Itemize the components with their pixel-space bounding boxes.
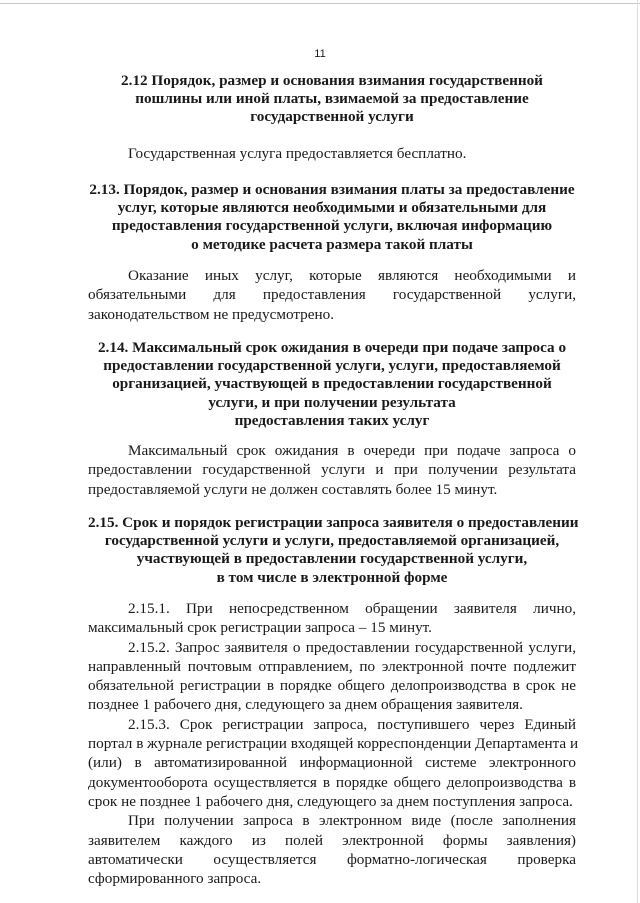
paragraph-line: предоставлении государственной услуги и при получении результата [88, 461, 576, 479]
section-2-15-body [88, 599, 579, 888]
section-2-13-heading [88, 181, 576, 254]
scan-edge-top [0, 3, 640, 4]
paragraph-line: обязательной регистрации в порядке общего делопроизводства в срок не [88, 677, 576, 695]
paragraph-line: обязательными для предоставления государственной услуги, [88, 286, 576, 304]
heading-line: услуг, которые являются необходимыми и обязательными для [117, 199, 547, 217]
paragraph-line: портал в журнале регистрации входящей корреспонденции Департамента и [88, 735, 579, 753]
heading-line: государственной услуги и услуги, предоставляемой организацией, [104, 532, 560, 550]
paragraph-line: Оказание иных услуг, которые являются необходимыми и [128, 267, 576, 284]
section-2-15-heading [88, 514, 579, 587]
heading-line: пошлины или иной платы, взимаемой за предоставление [135, 90, 529, 108]
heading-line: 2.14. Максимальный срок ожидания в очереди при подаче запроса о [97, 339, 567, 356]
paragraph-line: документооборота осуществляется в порядке общего делопроизводства в [88, 773, 576, 791]
heading-line: государственной услуги [250, 108, 414, 126]
section-2-14-heading [88, 339, 576, 430]
section-2-13-body [88, 266, 576, 324]
scan-edge-right [637, 0, 638, 903]
paragraph-line: максимальный срок регистрации запроса – 15 минут. [88, 619, 432, 637]
paragraph-line: срок не позднее 1 рабочего дня, следующего за днем поступления запроса. [88, 792, 573, 810]
heading-line: в том числе в электронной форме [216, 568, 448, 586]
heading-line: предоставлении государственной услуги, услуги, предоставляемой [103, 357, 561, 375]
paragraph-line: Государственная услуга предоставляется бесплатно. [128, 145, 467, 162]
heading-line: предоставления государственной услуги, включая информацию [111, 217, 553, 235]
heading-line: предоставления таких услуг [234, 411, 430, 429]
paragraph-line: 2.15.3. Срок регистрации запроса, поступившего через Единый [128, 715, 576, 733]
heading-line: 2.12 Порядок, размер и основания взимания государственной [121, 72, 543, 89]
heading-line: услуги, и при получении результата [208, 393, 456, 411]
section-2-12-body [88, 144, 576, 163]
paragraph-line: 2.15.1. При непосредственном обращении заявителя лично, [128, 600, 576, 617]
heading-line: участвующей в предоставлении государственной услуги, [136, 550, 528, 568]
section-2-14-body [88, 441, 576, 499]
paragraph-line: 2.15.2. Запрос заявителя о предоставлении государственной услуги, [128, 638, 576, 656]
paragraph-line: предоставляемой услуги не должен составлять более 15 минут. [88, 480, 498, 498]
paragraph-line: позднее 1 рабочего дня, следующего за днем обращения заявителя. [88, 696, 523, 714]
paragraph-line: Максимальный срок ожидания в очереди при подаче запроса о [128, 442, 576, 459]
paragraph-line: законодательством не предусмотрено. [88, 305, 335, 323]
paragraph-line: заявителем каждого из полей электронной формы заявления) [88, 831, 576, 849]
section-2-12-heading [88, 72, 576, 127]
page-number: 11 [314, 48, 326, 60]
paragraph-line: (или) в автоматизированной информационной системе электронного [88, 754, 576, 772]
paragraph-line: При получении запроса в электронном виде (после заполнения [128, 812, 576, 830]
paragraph-line: направленный почтовым отправлением, по электронной почте подлежит [88, 657, 576, 675]
heading-line: о методике расчета размера такой платы [191, 235, 473, 253]
heading-line: 2.13. Порядок, размер и основания взимания платы за предоставление [89, 181, 575, 198]
heading-line: организацией, участвующей в предоставлении государственной [112, 375, 552, 393]
paragraph-line: сформированного запроса. [88, 870, 262, 888]
paragraph-line: автоматически осуществляется форматно-логическая проверка [88, 850, 576, 868]
heading-line: 2.15. Срок и порядок регистрации запроса заявителя о предоставлении [88, 514, 579, 531]
